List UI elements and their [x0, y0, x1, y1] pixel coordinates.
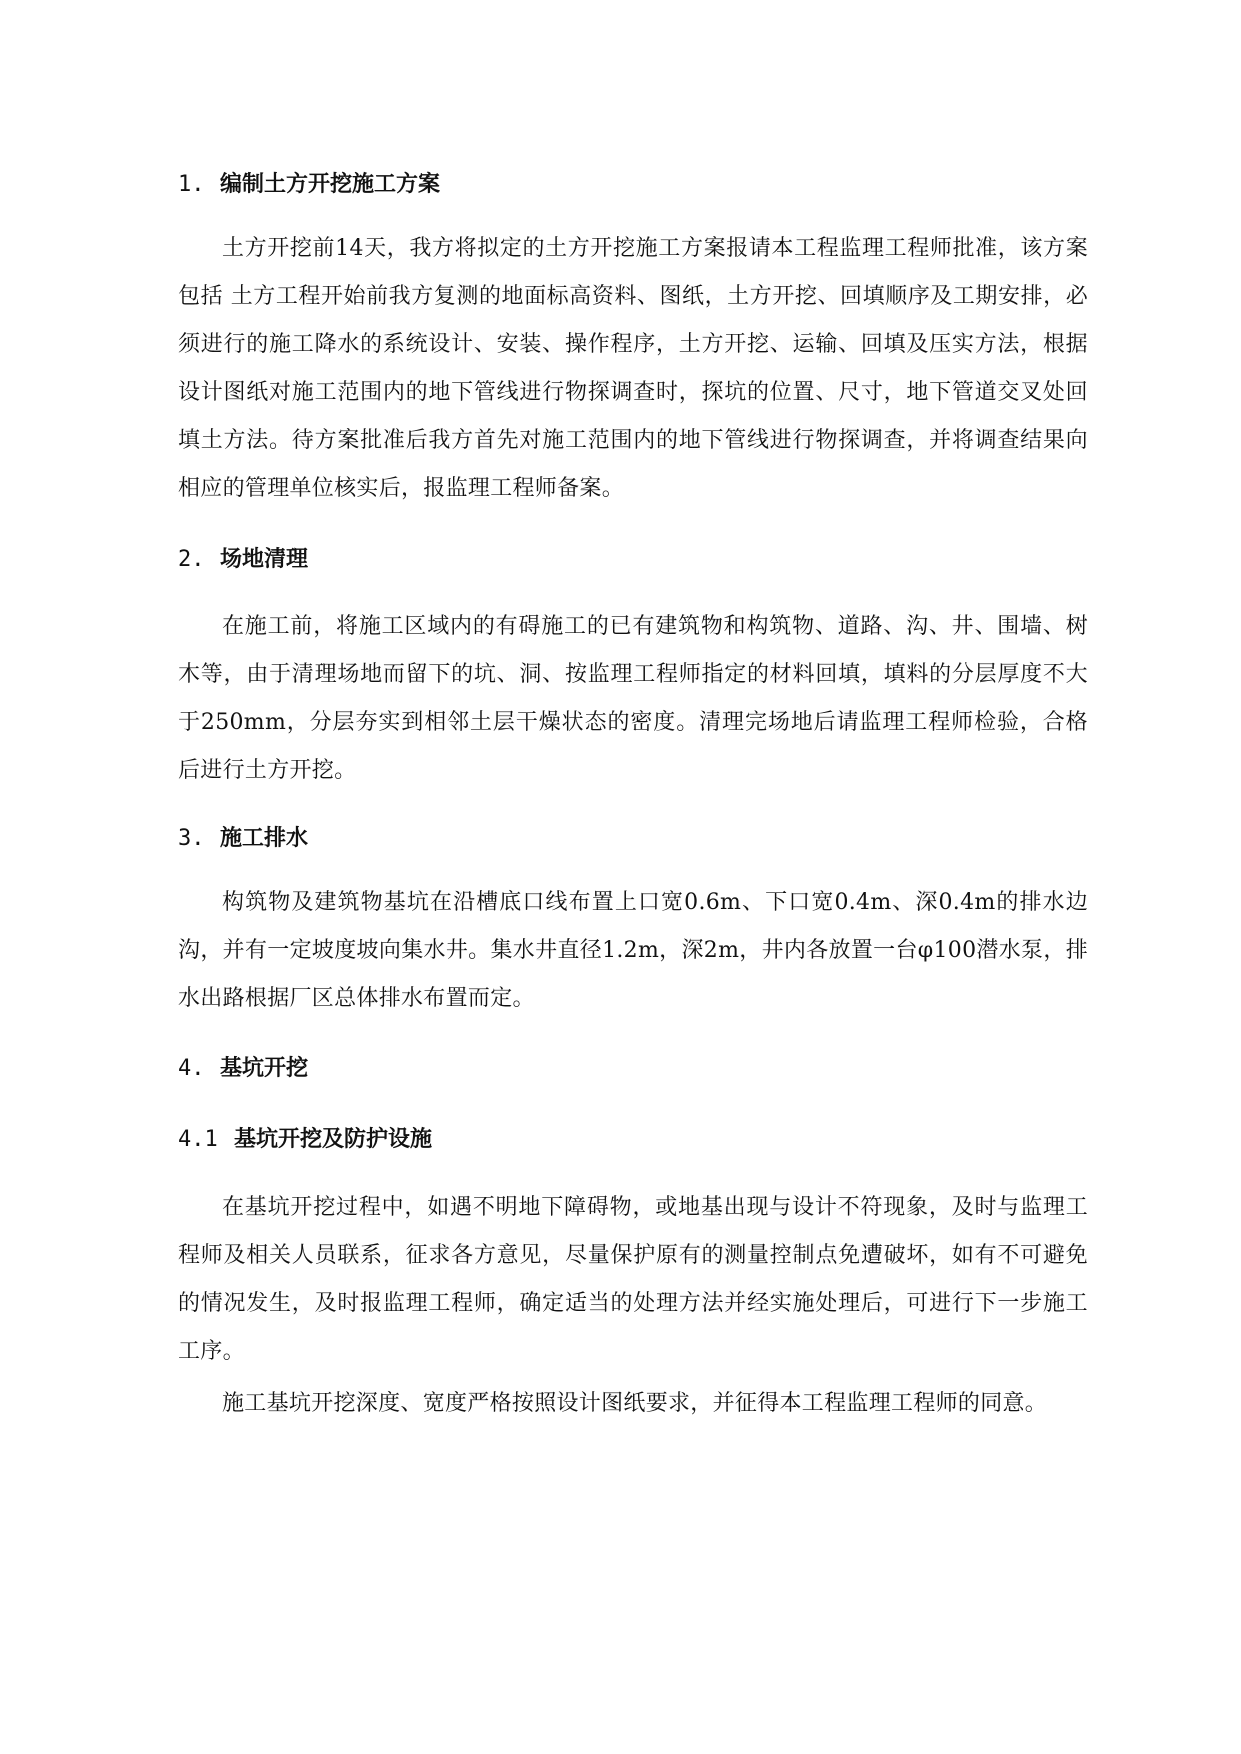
section-heading-4-1: [178, 1125, 432, 1155]
section-title: 施工排水: [220, 826, 309, 851]
section-title: 场地清理: [220, 547, 309, 572]
section-number: 4.1: [178, 1127, 218, 1152]
section-title: 编制土方开挖施工方案: [220, 172, 441, 197]
section-number: 2.: [178, 547, 205, 572]
section-heading-1: [178, 170, 440, 200]
section-1-paragraph: 土方开挖前14天，我方将拟定的土方开挖施工方案报请本工程监理工程师批准，该方案包括 土方工程开始前我方复测的地面标高资料、图纸，土方开挖、回填顺序及工期安排，必须进行的施工降水的系统设计、安装、操作程序，土方开挖、运输、回填及压实方法，根据设计图纸对施工范围内的地下管线进行物探调查时，探坑的位置、尺寸，地下管道交叉处回填土方法。待方案批准后我方首先对施工范围内的地下管线进行物探调查，并将调查结果向相应的管理单位核实后，报监理工程师备案。: [178, 236, 1088, 501]
section-4-1-paragraph-2: 施工基坑开挖深度、宽度严格按照设计图纸要求，并征得本工程监理工程师的同意。: [222, 1391, 1048, 1416]
section-number: 3.: [178, 826, 205, 851]
section-heading-4: [178, 1054, 308, 1084]
section-2-paragraph: 在施工前，将施工区域内的有碍施工的已有建筑物和构筑物、道路、沟、井、围墙、树木等，由于清理场地而留下的坑、洞、按监理工程师指定的材料回填，填料的分层厚度不大于250mm，分层夯实到相邻土层干燥状态的密度。清理完场地后请监理工程师检验，合格后进行土方开挖。: [178, 614, 1088, 783]
section-heading-2: [178, 545, 308, 575]
section-number: 1.: [178, 172, 205, 197]
section-4-1-paragraph-1: 在基坑开挖过程中，如遇不明地下障碍物，或地基出现与设计不符现象，及时与监理工程师及相关人员联系，征求各方意见，尽量保护原有的测量控制点免遭破坏，如有不可避免的情况发生，及时报监理工程师，确定适当的处理方法并经实施处理后，可进行下一步施工工序。: [178, 1195, 1088, 1364]
section-heading-3: [178, 824, 308, 854]
section-title: 基坑开挖: [220, 1056, 309, 1081]
section-title: 基坑开挖及防护设施: [234, 1127, 433, 1152]
section-3-paragraph: 构筑物及建筑物基坑在沿槽底口线布置上口宽0.6m、下口宽0.4m、深0.4m的排水边沟，并有一定坡度坡向集水井。集水井直径1.2m，深2m，井内各放置一台φ100潜水泵，排水出路根据厂区总体排水布置而定。: [178, 890, 1088, 1011]
section-number: 4.: [178, 1056, 205, 1081]
